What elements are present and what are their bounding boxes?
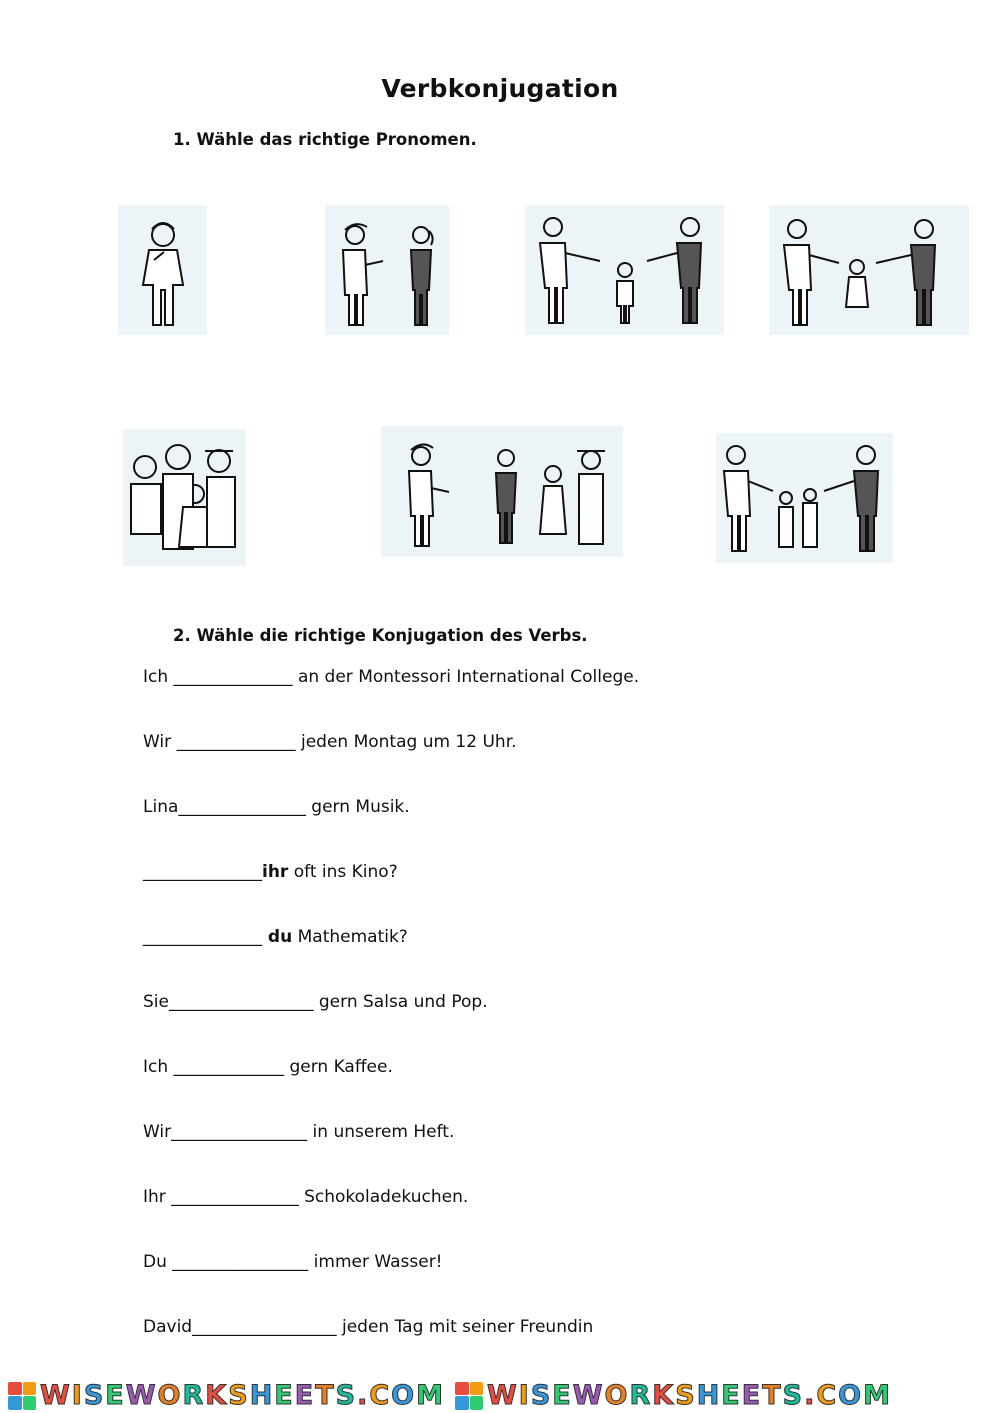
exercise-line	[143, 667, 639, 687]
exercise-blank[interactable]: _______________	[178, 797, 306, 817]
exercise-text-after: oft ins Kino?	[288, 862, 398, 882]
exercise-line	[143, 732, 517, 752]
brand-logo-icon	[8, 1382, 36, 1410]
exercise-blank[interactable]: _______________	[171, 1187, 299, 1207]
picture-boy-girl-pointing-two-children	[716, 433, 893, 563]
exercise-text-before: David	[143, 1317, 193, 1337]
exercise-text-after: Mathematik?	[292, 927, 408, 947]
exercise-text-before: Ich	[143, 667, 174, 687]
exercise-text-before: Wir	[143, 732, 177, 752]
exercise-blank[interactable]: ______________	[176, 732, 296, 752]
exercise-text-before: Du	[143, 1252, 173, 1272]
exercise-text-after: jeden Tag mit seiner Freundin	[336, 1317, 594, 1337]
picture-boy-talking-to-girl	[325, 205, 449, 335]
exercise-blank[interactable]: _____________	[173, 1057, 285, 1077]
exercise-text-after: gern Kaffee.	[284, 1057, 393, 1077]
boy-girl-pointing-child-illustration	[525, 205, 724, 335]
exercise-line	[143, 1317, 593, 1337]
exercise-blank[interactable]: ______________	[143, 862, 262, 882]
exercise-blank[interactable]: ______________	[143, 927, 262, 947]
boy-talking-to-girl-illustration	[325, 205, 449, 335]
brand-text: WISEWORKSHEETS.COM	[487, 1380, 892, 1411]
exercise-text-before: Ihr	[143, 1187, 172, 1207]
task-1-heading: 1. Wähle das richtige Pronomen.	[173, 130, 477, 149]
exercise-line	[143, 1057, 393, 1077]
exercise-blank[interactable]: ________________	[171, 1122, 308, 1142]
exercise-text-after: gern Salsa und Pop.	[313, 992, 488, 1012]
boy-talking-to-group-illustration	[381, 426, 623, 557]
boy-girl-pointing-two-children-illustration	[716, 433, 893, 563]
exercise-text-before: Lina	[143, 797, 179, 817]
exercise-text-after: jeden Montag um 12 Uhr.	[295, 732, 517, 752]
page-title: Verbkonjugation	[381, 74, 619, 103]
exercise-text-after: Schokoladekuchen.	[298, 1187, 469, 1207]
brand-watermark	[455, 1380, 892, 1411]
boy-girl-pointing-old-woman-illustration	[769, 205, 969, 335]
exercise-line	[143, 1122, 454, 1142]
task-2-heading: 2. Wähle die richtige Konjugation des Verbs.	[173, 626, 588, 645]
picture-boy-girl-pointing-old-woman	[769, 205, 969, 335]
exercise-text-after: gern Musik.	[305, 797, 410, 817]
picture-boy-talking-to-group	[381, 426, 623, 557]
exercise-text-after: immer Wasser!	[308, 1252, 443, 1272]
exercise-text-before: Ich	[143, 1057, 174, 1077]
exercise-text-after: in unserem Heft.	[307, 1122, 455, 1142]
picture-group-of-friends	[123, 429, 246, 566]
exercise-line	[143, 862, 398, 882]
exercise-line	[143, 1252, 443, 1272]
brand-watermark	[8, 1380, 445, 1411]
exercise-text-before: Sie	[143, 992, 169, 1012]
exercise-line	[143, 927, 408, 947]
exercise-blank[interactable]: _________________	[168, 992, 314, 1012]
exercise-pronoun: ihr	[262, 862, 289, 882]
brand-text: WISEWORKSHEETS.COM	[40, 1380, 445, 1411]
exercise-line	[143, 797, 410, 817]
exercise-blank[interactable]: ________________	[172, 1252, 309, 1272]
boy-pointing-self-illustration	[118, 205, 207, 335]
exercise-line	[143, 1187, 468, 1207]
picture-boy-girl-pointing-child	[525, 205, 724, 335]
exercise-text-before: Wir	[143, 1122, 172, 1142]
exercise-line	[143, 992, 488, 1012]
footer-watermark	[0, 1378, 1000, 1413]
exercise-blank[interactable]: ______________	[173, 667, 293, 687]
brand-logo-icon	[455, 1382, 483, 1410]
exercise-text-after: an der Montessori International College.	[292, 667, 640, 687]
exercise-blank[interactable]: _________________	[192, 1317, 337, 1337]
exercise-pronoun: du	[262, 927, 293, 947]
group-of-friends-illustration	[123, 429, 246, 566]
picture-boy-pointing-self	[118, 205, 207, 335]
